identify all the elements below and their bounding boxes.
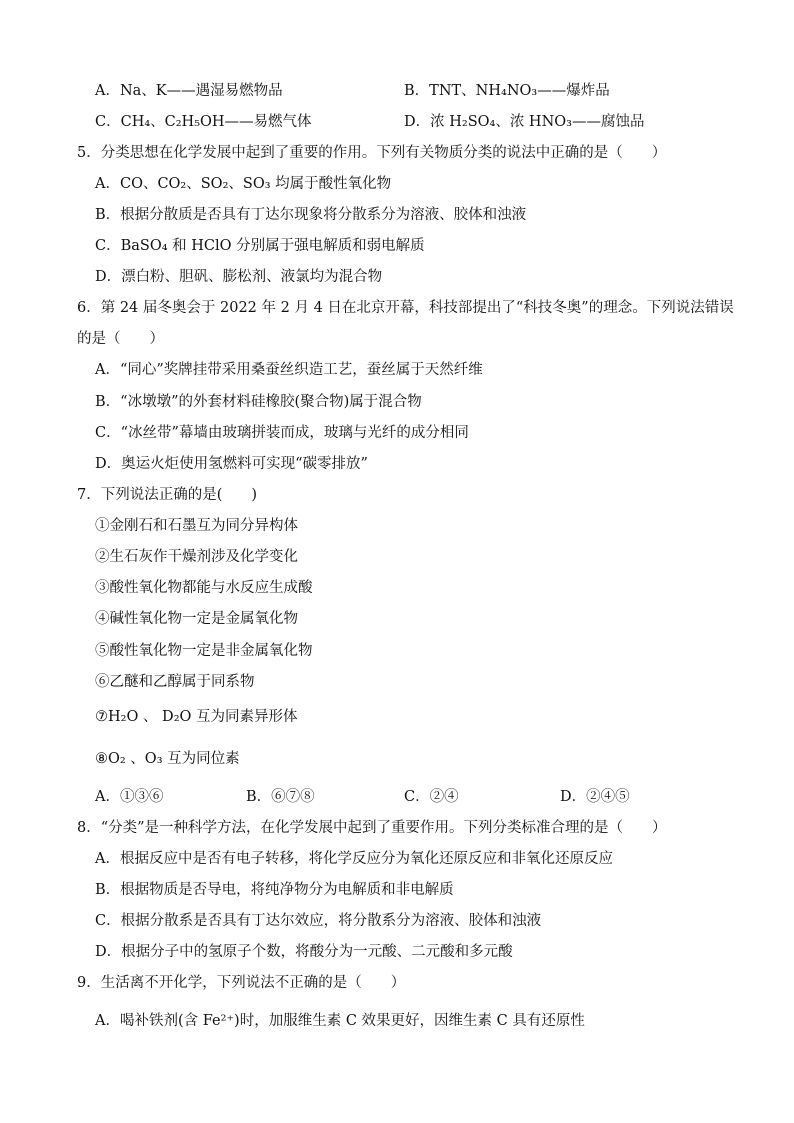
q7-option-b: B．⑥⑦⑧	[246, 789, 315, 805]
q8-option-c: C．根据分散系是否具有丁达尔效应，将分散系分为溶液、胶体和浊液	[95, 913, 542, 929]
q5-stem: 5．分类思想在化学发展中起到了重要的作用。下列有关物质分类的说法中正确的是（ ）	[77, 145, 667, 161]
q7-option-a: A．①③⑥	[95, 789, 164, 805]
q9-option-a: A．喝补铁剂(含 Fe²⁺)时，加服维生素 C 效果更好，因维生素 C 具有还原性	[95, 1013, 585, 1029]
q4-option-c: C．CH₄、C₂H₅OH——易燃气体	[95, 114, 312, 130]
q7-option-c: C．②④	[404, 789, 459, 805]
q8-option-b: B．根据物质是否导电，将纯净物分为电解质和非电解质	[95, 882, 454, 898]
q7-statement: ⑦H₂O 、 D₂O 互为同素异形体	[95, 709, 298, 725]
q7-statement: ③酸性氧化物都能与水反应生成酸	[95, 580, 313, 596]
q8-option-a: A．根据反应中是否有电子转移，将化学反应分为氧化还原反应和非氧化还原反应	[95, 851, 613, 867]
q8-stem: 8．“分类”是一种科学方法，在化学发展中起到了重要作用。下列分类标准合理的是（ ）	[77, 820, 667, 836]
q7-statement: ⑧O₂ 、O₃ 互为同位素	[95, 751, 240, 767]
q8-option-d: D．根据分子中的氢原子个数，将酸分为一元酸、二元酸和多元酸	[95, 944, 513, 960]
q9-stem: 9．生活离不开化学，下列说法不正确的是（ ）	[77, 975, 406, 991]
q4-option-d: D．浓 H₂SO₄、浓 HNO₃——腐蚀品	[404, 114, 645, 130]
q7-statement: ⑥乙醚和乙醇属于同系物	[95, 674, 255, 690]
q6-stem-line2: 的是（ ）	[77, 331, 164, 347]
q5-option-b: B．根据分散质是否具有丁达尔现象将分散系分为溶液、胶体和浊液	[95, 207, 527, 223]
q5-option-c: C．BaSO₄ 和 HClO 分别属于强电解质和弱电解质	[95, 238, 425, 254]
q7-stem: 7．下列说法正确的是( )	[77, 487, 258, 503]
q6-option-a: A．“同心”奖牌挂带采用桑蚕丝织造工艺，蚕丝属于天然纤维	[95, 362, 483, 378]
q7-statement: ⑤酸性氧化物一定是非金属氧化物	[95, 643, 313, 659]
q6-option-c: C．“冰丝带”幕墙由玻璃拼装而成，玻璃与光纤的成分相同	[95, 425, 469, 441]
q7-statement: ②生石灰作干燥剂涉及化学变化	[95, 549, 298, 565]
q4-option-a: A．Na、K——遇湿易燃物品	[95, 83, 283, 99]
q5-option-d: D．漂白粉、胆矾、膨松剂、液氯均为混合物	[95, 269, 383, 285]
q4-option-b: B．TNT、NH₄NO₃——爆炸品	[404, 83, 610, 99]
q7-option-d: D．②④⑤	[560, 789, 630, 805]
q5-option-a: A．CO、CO₂、SO₂、SO₃ 均属于酸性氧化物	[95, 176, 392, 192]
q6-option-b: B．“冰墩墩”的外套材料硅橡胶(聚合物)属于混合物	[95, 394, 422, 410]
q7-statement: ④碱性氧化物一定是金属氧化物	[95, 611, 298, 627]
q6-option-d: D．奥运火炬使用氢燃料可实现“碳零排放”	[95, 456, 368, 472]
q7-statement: ①金刚石和石墨互为同分异构体	[95, 518, 298, 534]
q6-stem-line1: 6．第 24 届冬奥会于 2022 年 2 月 4 日在北京开幕，科技部提出了“科技冬奥”的理念。下列说法错误	[77, 300, 734, 316]
